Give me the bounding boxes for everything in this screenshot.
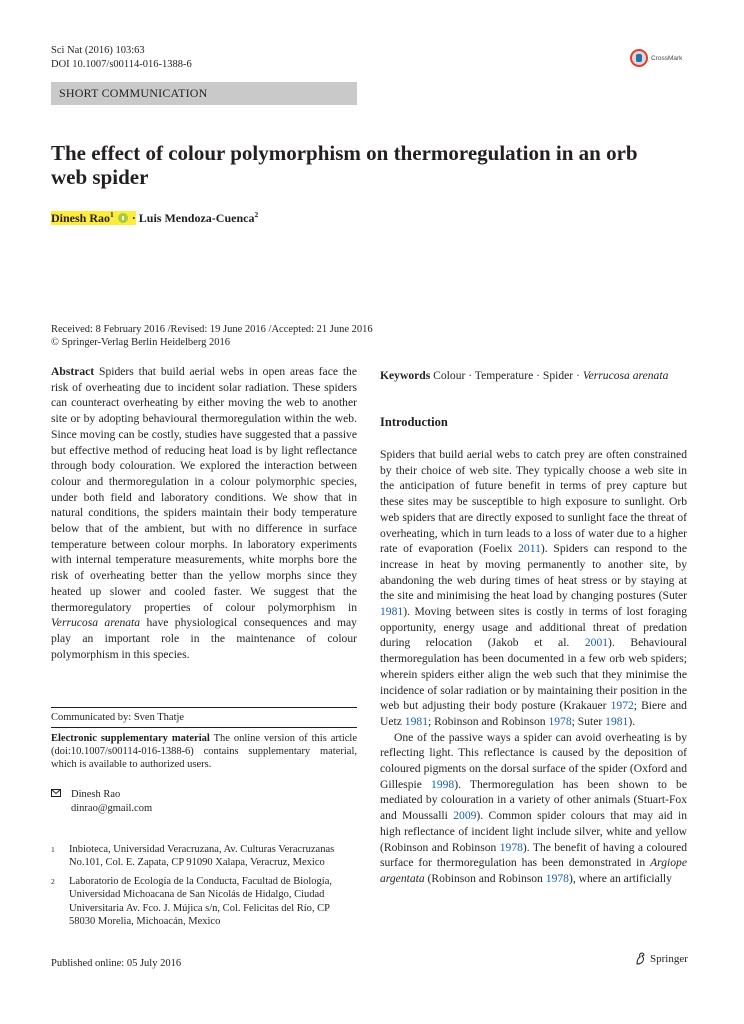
- envelope-icon: [51, 788, 62, 802]
- introduction-body: [380, 447, 687, 887]
- article-type-label: SHORT COMMUNICATION: [51, 82, 357, 105]
- citation-link[interactable]: 1998: [431, 777, 455, 791]
- crossmark-icon: [630, 49, 648, 67]
- citation-link[interactable]: 1972: [610, 699, 634, 713]
- contact-email[interactable]: dinrao@gmail.com: [71, 802, 153, 814]
- citation-link[interactable]: 1981: [605, 714, 629, 728]
- author2-affiliation-mark: 2: [254, 210, 259, 219]
- intro-species: Argiope argentata: [380, 856, 687, 885]
- citation-link[interactable]: 1978: [545, 871, 569, 885]
- abstract-label: Abstract: [51, 365, 95, 378]
- author-separator: ·: [131, 211, 136, 225]
- affiliation-2-line: Laboratorio de Ecología de la Conducta, Facultad de Biología,: [69, 876, 333, 887]
- title-line-1: The effect of colour polymorphism on thermoregulation in an orb: [51, 141, 638, 165]
- affiliation-1-number: 1: [51, 845, 55, 854]
- affiliation-1-line: Inbioteca, Universidad Veracruzana, Av. Culturas Veracruzanas: [69, 844, 335, 855]
- doi[interactable]: DOI 10.1007/s00114-016-1388-6: [51, 59, 192, 70]
- abstract-text: Spiders that build aerial webs in open areas face the risk of overheating due to incident solar radiation. These spiders can counteract overheating by either moving the web to another site or by adopting behavioural thermoregulation within the web. Since moving can be costly, studies have suggested that a passive but effective method of reducing heat load is by light reflectance through body colouration. We explored the interaction between colour and thermoregulation in a colour polymorphic species, under both field and laboratory conditions. We show that in natural conditions, the spiders maintain their body temperature below that of the ambient, but with no difference in surface temperature between colour morphs. In laboratory experiments with internal temperature measurements, white morphs bore the risk of overheating better than the yellow morphs since they heated up slower and cooled faster. We suggest that the thermoregulatory properties of colour polymorphism in: [51, 365, 357, 614]
- affiliation-1: [51, 843, 357, 870]
- journal-citation: Sci Nat (2016) 103:63: [51, 45, 145, 56]
- crossmark-label: CrossMark: [651, 54, 683, 62]
- article-history: [51, 323, 373, 349]
- paper-title: [51, 141, 691, 189]
- supplementary-material-note: [51, 732, 357, 771]
- author-luis-mendoza-cuenca[interactable]: Luis Mendoza-Cuenca$^2$: [138, 210, 259, 225]
- affiliation-2: [51, 875, 357, 928]
- orcid-icon[interactable]: [118, 213, 128, 223]
- citation-link[interactable]: 2001: [584, 636, 609, 650]
- keywords: [380, 368, 692, 384]
- abstract-species: Verrucosa arenata: [51, 616, 141, 630]
- copyright: © Springer-Verlag Berlin Heidelberg 2016: [51, 337, 231, 348]
- affiliation-2-number: 2: [51, 877, 55, 886]
- publisher-name: Springer: [650, 952, 688, 965]
- footnote-rule-bottom: [51, 727, 357, 728]
- author-dinesh-rao[interactable]: Dinesh Rao$^1$ ·: [51, 210, 136, 225]
- springer-horse-icon: [635, 952, 646, 965]
- title-line-2: web spider: [51, 165, 149, 189]
- affiliation-2-line: Universidad Michoacana de San Nicolás de Hidalgo, Ciudad: [69, 889, 325, 901]
- affiliation-1-line: No.101, Col. E. Zapata, CP 91090 Xalapa, Veracruz, Mexico: [69, 857, 325, 869]
- citation-link[interactable]: 1978: [548, 714, 572, 728]
- citation-link[interactable]: 1981: [404, 714, 428, 728]
- intro-paragraph-1: Spiders that build aerial webs to catch prey are often constrained by their choice of web site. They typically choose a web site in the anticipation of future benefit in terms of prey capture but these sites may be susceptible to high exposure to sunlight. Orb web spiders that are directly exposed to sunlight face the threat of overheating, which in turn leads to a loss of water due to a higher rate of evaporation (Foelix 2011). Spiders can respond to the increase in heat by moving permanently to another site, by abandoning the web during times of heat stress or by staying at the site and minimising the heat load by changing postures (Suter 1981). Moving between sites is costly in terms of lost foraging opportunity, energy usage and additional threat of predation during relocation (Jakob et al. 2001). Behavioural thermoregulation has been documented in a few orb web spiders; wherein spiders either align the web such that they minimise the incidence of solar radiation or by maintaining their position in the web but adjusting their body posture (Krakauer 1972; Biere and Uetz 1981; Robinson and Robinson 1978; Suter 1981).: [380, 448, 688, 728]
- crossmark-badge[interactable]: [630, 47, 688, 69]
- esm-label: Electronic supplementary material: [51, 733, 210, 744]
- introduction-heading: Introduction: [380, 415, 448, 429]
- footnote-rule-top: [51, 707, 357, 708]
- citation-link[interactable]: 1981: [380, 605, 404, 619]
- author-list: [51, 207, 258, 226]
- abstract-text-end: have physiological consequences and may play an important role in the maintenance of colour polymorphism in this species.: [51, 616, 357, 661]
- communicated-by: Communicated by: Sven Thatje: [51, 712, 185, 723]
- contact-name: Dinesh Rao: [71, 789, 121, 800]
- keywords-label: Keywords: [380, 369, 431, 382]
- corresponding-author: [51, 788, 152, 815]
- citation-link[interactable]: 2009: [453, 809, 477, 823]
- keywords-list: Colour · Temperature · Spider ·: [433, 369, 580, 382]
- publisher-logo: [635, 952, 688, 965]
- esm-text: The online version of this article (doi:10.1007/s00114-016-1388-6) contains supplementary material, which is available to authorized users.: [51, 733, 357, 770]
- keywords-species: Verrucosa arenata: [582, 369, 669, 382]
- citation-link[interactable]: 1978: [499, 840, 523, 854]
- received-revised-accepted: Received: 8 February 2016 /Revised: 19 June 2016 /Accepted: 21 June 2016: [51, 324, 373, 335]
- intro-paragraph-2: One of the passive ways a spider can avoid overheating is by reflecting light. This reflectance is caused by the deposition of coloured pigments on the dorsal surface of the spider (Oxford and Gillespie 1998). Thermoregulation has been shown to be mediated by colouration in a variety of other animals (Stuart-Fox and Moussalli 2009). Common spider colours that may aid in high reflectance of incident light include silver, white and yellow (Robinson and Robinson 1978). The benefit of having a coloured surface for thermoregulation has been demonstrated in Argiope argentata (Robinson and Robinson 1978), where an artificially: [380, 730, 687, 885]
- abstract: [51, 364, 357, 662]
- citation-link[interactable]: 2011: [518, 542, 541, 556]
- affiliation-2-line: 58030 Morelia, Michoacán, Mexico: [69, 915, 221, 927]
- published-online: Published online: 05 July 2016: [51, 958, 182, 969]
- affiliation-2-line: Universitaria Av. Fco. J. Mújica s/n, Col. Felicitas del Río, CP: [69, 902, 331, 914]
- author1-affiliation-mark: 1: [110, 210, 114, 219]
